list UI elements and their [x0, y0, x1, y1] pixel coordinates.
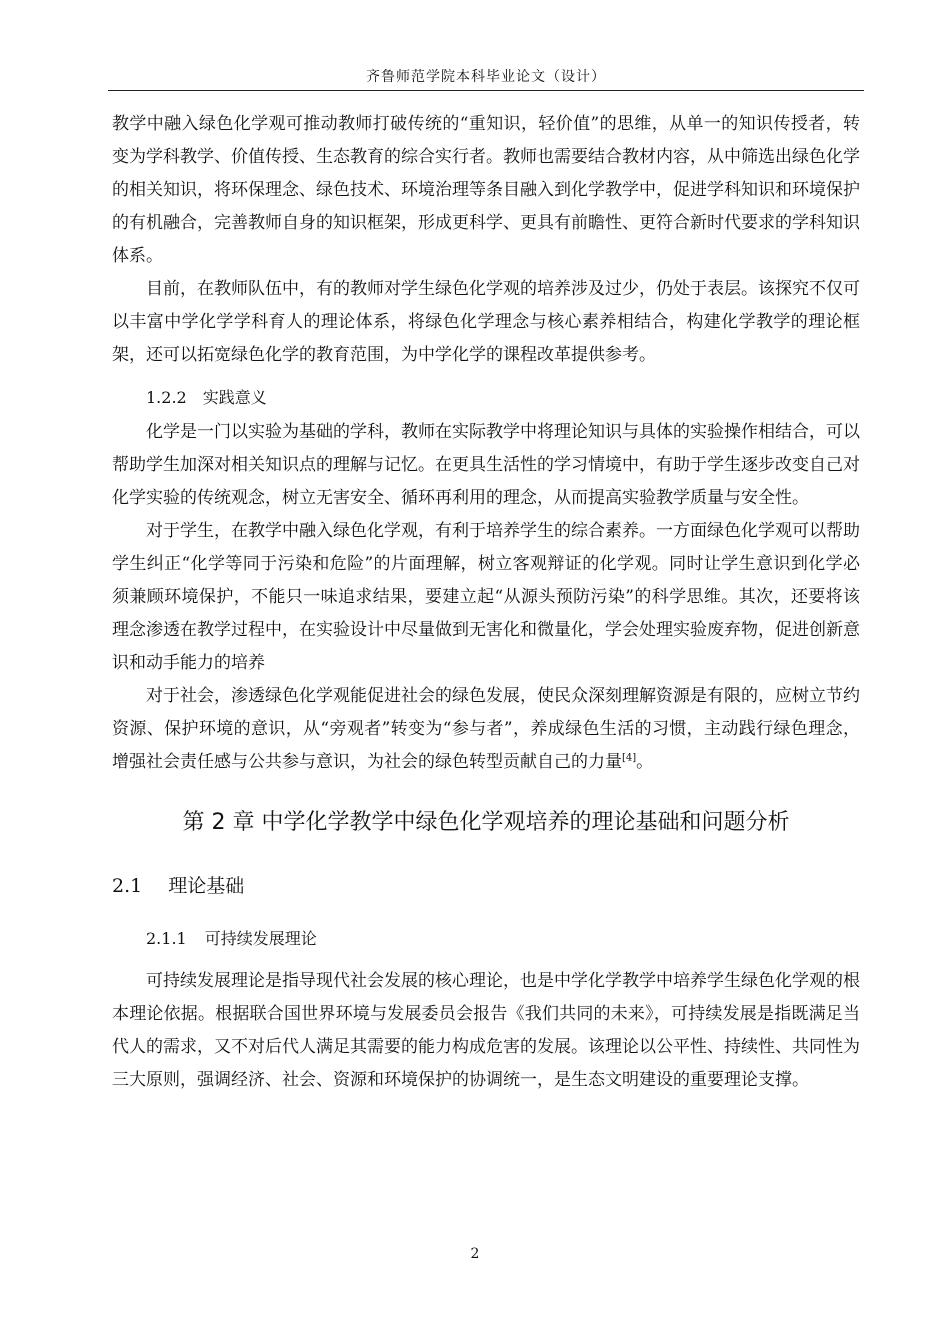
society-text-end: 。: [636, 752, 654, 772]
subsection-heading-1-2-2: [112, 386, 860, 410]
page-body: [112, 108, 860, 1097]
chapter-title: 第 2 章 中学化学教学中绿色化学观培养的理论基础和问题分析: [182, 810, 790, 835]
subsection-number: 2.1.1: [146, 929, 187, 948]
subsection-heading-2-1-1: [112, 927, 860, 951]
citation-ref: [4]: [622, 752, 637, 764]
header-title: 齐鲁师范学院本科毕业论文（设计）: [366, 69, 606, 85]
paragraph-current-status: 目前，在教师队伍中，有的教师对学生绿色化学观的培养涉及过少，仍处于表层。该探究不仅可以丰富中学化学学科育人的理论体系，将绿色化学理念与核心素养相结合，构建化学教学的理论框架，还可以拓宽绿色化学的教育范围，为中学化学的课程改革提供参考。: [112, 279, 860, 365]
paragraph-practice-society: [112, 680, 860, 779]
section-heading-2-1: [112, 871, 860, 901]
subsection-title: 实践意义: [202, 388, 267, 407]
paragraph-intro-continued: 教学中融入绿色化学观可推动教师打破传统的“重知识，轻价值”的思维，从单一的知识传授者，转变为学科教学、价值传授、生态教育的综合实行者。教师也需要结合教材内容，从中筛选出绿色化学的相关知识，将环保理念、绿色技术、环境治理等条目融入到化学教学中，促进学科知识和环境保护的有机融合，完善教师自身的知识框架，形成更科学、更具有前瞻性、更符合新时代要求的学科知识体系。: [112, 114, 860, 266]
section-number: 2.1: [112, 875, 143, 897]
paragraph-practice-experiment: 化学是一门以实验为基础的学科，教师在实际教学中将理论知识与具体的实验操作相结合，可以帮助学生加深对相关知识点的理解与记忆。在更具生活性的学习情境中，有助于学生逐步改变自己对化学实验的传统观念，树立无害安全、循环再利用的理念，从而提高实验教学质量与安全性。: [112, 422, 860, 508]
society-text: 对于社会，渗透绿色化学观能促进社会的绿色发展，使民众深刻理解资源是有限的，应树立节约资源、保护环境的意识，从“旁观者”转变为“参与者”，养成绿色生活的习惯，主动践行绿色理念，增强社会责任感与公共参与意识，为社会的绿色转型贡献自己的力量: [112, 686, 860, 772]
page-number: 2: [470, 1246, 480, 1262]
subsection-number: 1.2.2: [146, 388, 187, 407]
paragraph-practice-students: 对于学生，在教学中融入绿色化学观，有利于培养学生的综合素养。一方面绿色化学观可以帮助学生纠正“化学等同于污染和危险”的片面理解，树立客观辩证的化学观。同时让学生意识到化学必须兼顾环境保护，不能只一味追求结果，要建立起“从源头预防污染”的科学思维。其次，还要将该理念渗透在教学过程中，在实验设计中尽量做到无害化和微量化，学会处理实验废弃物，促进创新意识和动手能力的培养: [112, 521, 860, 673]
subsection-title: 可持续发展理论: [204, 929, 317, 948]
page-header: [108, 68, 864, 91]
section-title: 理论基础: [168, 875, 245, 897]
paragraph-sustainable-development: 可持续发展理论是指导现代社会发展的核心理论，也是中学化学教学中培养学生绿色化学观的根本理论依据。根据联合国世界环境与发展委员会报告《我们共同的未来》，可持续发展是指既满足当代人的需求，又不对后代人满足其需要的能力构成危害的发展。该理论以公平性、持续性、共同性为三大原则，强调经济、社会、资源和环境保护的协调统一，是生态文明建设的重要理论支撑。: [112, 971, 860, 1090]
